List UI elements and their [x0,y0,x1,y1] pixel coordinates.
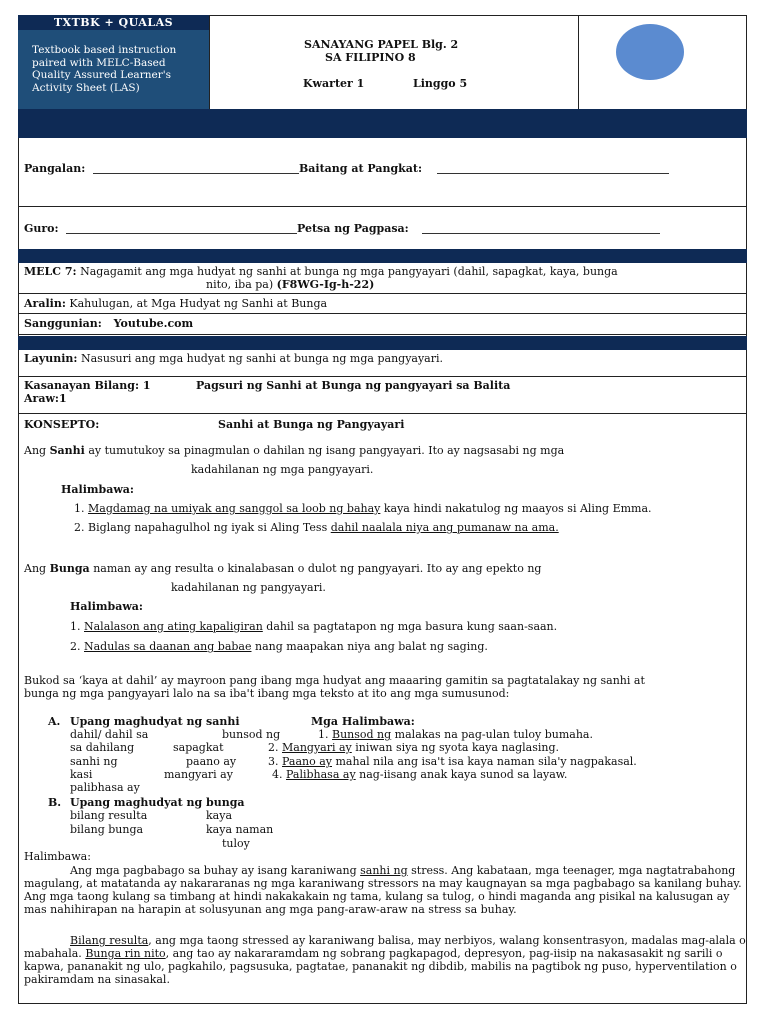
header-band [18,109,747,138]
bunga-definition [24,562,541,575]
divider [18,334,747,335]
sanhi-example-2 [74,521,559,534]
example-pre: Biglang napahagulhol ng iyak si Aling Tess [88,521,331,534]
sanhi-marker: palibhasa ay [70,781,140,794]
layunin-label: Layunin: [24,352,78,365]
divider [18,293,747,294]
melc-text-2: nito, iba pa) [206,278,274,291]
bunga-marker: bilang resulta [70,809,148,822]
grade-field[interactable] [437,173,669,174]
example-marker: Palibhasa ay [286,768,356,781]
example-number: 1. [318,728,329,741]
melc-code: (F8WG-Ig-h-22) [276,278,375,291]
teacher-label: Guro: [24,222,59,235]
paragraph-marker: sanhi ng [360,864,408,877]
sanhi-marker: paano ay [186,755,237,768]
example-number: 2. [74,521,85,534]
sanhi-post: ay tumutukoy sa pinagmulan o dahilan ng isang pangyayari. Ito ay nagsasabi ng mga [84,444,565,457]
hudyat-example-3 [268,755,637,768]
aralin-text: Kahulugan, at Mga Hudyat ng Sanhi at Bunga [69,297,328,310]
paper-title: SANAYANG PAPEL Blg. 2 [304,38,459,51]
section-b-letter: B. [48,796,62,809]
example-rest: malakas na pag-ulan tuloy bumaha. [391,728,593,741]
sanhi-definition [24,444,564,457]
hudyat-example-4 [272,768,567,781]
example-marker: Paano ay [282,755,332,768]
paragraph-mid: , ang mga taong stressed ay karaniwang balisa, may nerbiyos, walang konsentrasyon, madalas mag-alala o mabahala. [24,934,746,960]
section-band [18,249,747,263]
week-label: Linggo 5 [413,77,468,90]
bunga-definition-2: kadahilanan ng pangyayari. [171,581,326,594]
halimbawa-heading: Halimbawa: [61,483,134,496]
sanggunian-text: Youtube.com [113,317,194,330]
layunin-row [24,352,443,365]
grade-label: Baitang at Pangkat: [299,162,423,175]
sanhi-definition-2: kadahilanan ng mga pangyayari. [191,463,374,476]
subject-title: SA FILIPINO 8 [325,51,416,64]
stress-paragraph-2 [24,934,748,986]
layunin-text: Nasusuri ang mga hudyat ng sanhi at bunga ng mga pangyayari. [81,352,444,365]
brand-header: TXTBK + QUALAS [18,15,209,30]
section-band [18,336,747,350]
sanhi-marker: kasi [70,768,93,781]
divider [18,313,747,314]
section-a-letter: A. [48,715,61,728]
bunga-post: naman ay ang resulta o kinalabasan o dulot ng pangyayari. Ito ay ang epekto ng [89,562,542,575]
date-field[interactable] [422,233,660,234]
sanhi-example-1 [74,502,652,515]
paragraph-post: , ang tao ay nakararamdam ng sobrang pagkapagod, depresyon, pag-iisip na nakasasakit ng sarili o kapwa, pananakit ng ulo, pagkahilo, pagsusuka, pagtatae, pananakit ng dibdib, mabilis na pagtibok ng puso, hyperventilation o pakiramdam na sinasakal. [24,947,737,986]
example-marker: Mangyari ay [282,741,352,754]
section-b-title: Upang maghudyat ng bunga [70,796,245,809]
example-rest: mahal nila ang isa't isa kaya naman sila'y nagpakasal. [332,755,637,768]
konsepto-title: Sanhi at Bunga ng Pangyayari [218,418,405,431]
example-number: 3. [268,755,279,768]
kasanayan-label: Kasanayan Bilang: 1 [24,379,151,392]
araw-label: Araw:1 [24,392,67,405]
bunga-example-2 [70,640,488,653]
bunga-marker: kaya naman [206,823,274,836]
example-rest: dahil sa pagtatapon ng mga basura kung saan-saan. [262,620,558,633]
divider [18,376,747,377]
brand-description-text: Textbook based instruction paired with MELC-Based Quality Assured Learner's Activity Sheet (LAS) [32,44,177,94]
hudyat-example-1 [318,728,593,741]
sanhi-marker: dahil/ dahil sa [70,728,149,741]
halimbawa-heading: Halimbawa: [24,850,91,863]
sanggunian-label: Sanggunian: [24,317,102,330]
sanhi-word: Sanhi [49,444,85,457]
example-rest: iniwan siya ng syota kaya naglasing. [351,741,559,754]
divider [18,206,747,207]
section-a-title: Upang maghudyat ng sanhi [70,715,240,728]
name-field[interactable] [93,173,299,174]
sanhi-marker: sanhi ng [70,755,118,768]
name-label: Pangalan: [24,162,86,175]
aralin-row [24,297,327,310]
bunga-marker: bilang bunga [70,823,144,836]
melc-row-2 [206,278,374,291]
example-rest: nag-iisang anak kaya sunod sa layaw. [355,768,568,781]
divider [18,413,747,414]
konsepto-label: KONSEPTO: [24,418,100,431]
sanhi-pre: Ang [24,444,50,457]
example-rest: nang maapakan niya ang balat ng saging. [251,640,488,653]
bunga-example-1 [70,620,557,633]
stress-paragraph-1 [24,864,748,916]
aralin-label: Aralin: [24,297,66,310]
bunga-word: Bunga [49,562,90,575]
school-logo [616,24,684,80]
example-cause: dahil naalala niya ang pumanaw na ama. [330,521,559,534]
bukod-line-1: Bukod sa ‘kaya at dahil’ ay mayroon pang ibang mga hudyat ang maaaring gamitin sa pagtatalakay ng sanhi at [24,674,645,687]
header-divider-left [209,15,210,109]
brand-description [18,30,209,109]
bukod-line-2: bunga ng mga pangyayari lalo na sa iba't ibang mga teksto at ito ang mga sumusunod: [24,687,510,700]
halimbawa-heading: Halimbawa: [70,600,143,613]
example-number: 4. [272,768,283,781]
example-number: 1. [70,620,81,633]
sanhi-marker: sapagkat [173,741,224,754]
bunga-marker: kaya [206,809,232,822]
date-label: Petsa ng Pagpasa: [297,222,409,235]
example-number: 2. [70,640,81,653]
example-number: 2. [268,741,279,754]
sanggunian-row [24,317,193,330]
kasanayan-text: Pagsuri ng Sanhi at Bunga ng pangyayari sa Balita [196,379,511,392]
paragraph-pre: Ang mga pagbabago sa buhay ay isang karaniwang [70,864,361,877]
example-marker: Bunsod ng [332,728,392,741]
example-number: 1. [74,502,85,515]
bunga-marker: tuloy [222,837,250,850]
melc-row [24,265,618,278]
paragraph-marker: Bunga rin nito [85,947,166,960]
example-rest: kaya hindi nakatulog ng maayos si Aling Emma. [380,502,652,515]
sanhi-marker: bunsod ng [222,728,281,741]
example-cause: Magdamag na umiyak ang sanggol sa loob ng bahay [88,502,381,515]
example-effect: Nadulas sa daanan ang babae [84,640,252,653]
example-effect: Nalalason ang ating kapaligiran [84,620,263,633]
section-a-examples-title: Mga Halimbawa: [311,715,415,728]
sanhi-marker: mangyari ay [164,768,233,781]
melc-label: MELC 7: [24,265,77,278]
hudyat-example-2 [268,741,559,754]
teacher-field[interactable] [66,233,297,234]
melc-text: Nagagamit ang mga hudyat ng sanhi at bunga ng mga pangyayari (dahil, sapagkat, kaya, bunga [80,265,618,278]
paragraph-marker: Bilang resulta [70,934,149,947]
bunga-pre: Ang [24,562,50,575]
paragraph-post: stress. Ang kabataan, mga teenager, mga nagtatrabahong magulang, at matatanda ay nakararanas ng mga karaniwang stressors na may kaugnayan sa mga pagbabago sa kanilang buhay. Ang mga taong kulang sa timbang at hindi nakakakain ng tama, kulang sa tulog, o hindi maganda ang pisikal na kalusugan ay mas nahihirapan na harapin at solusyunan ang mga pang-araw-araw na stress sa buhay. [24,864,742,916]
sanhi-marker: sa dahilang [70,741,135,754]
header-divider-right [578,15,579,109]
quarter-label: Kwarter 1 [303,77,365,90]
